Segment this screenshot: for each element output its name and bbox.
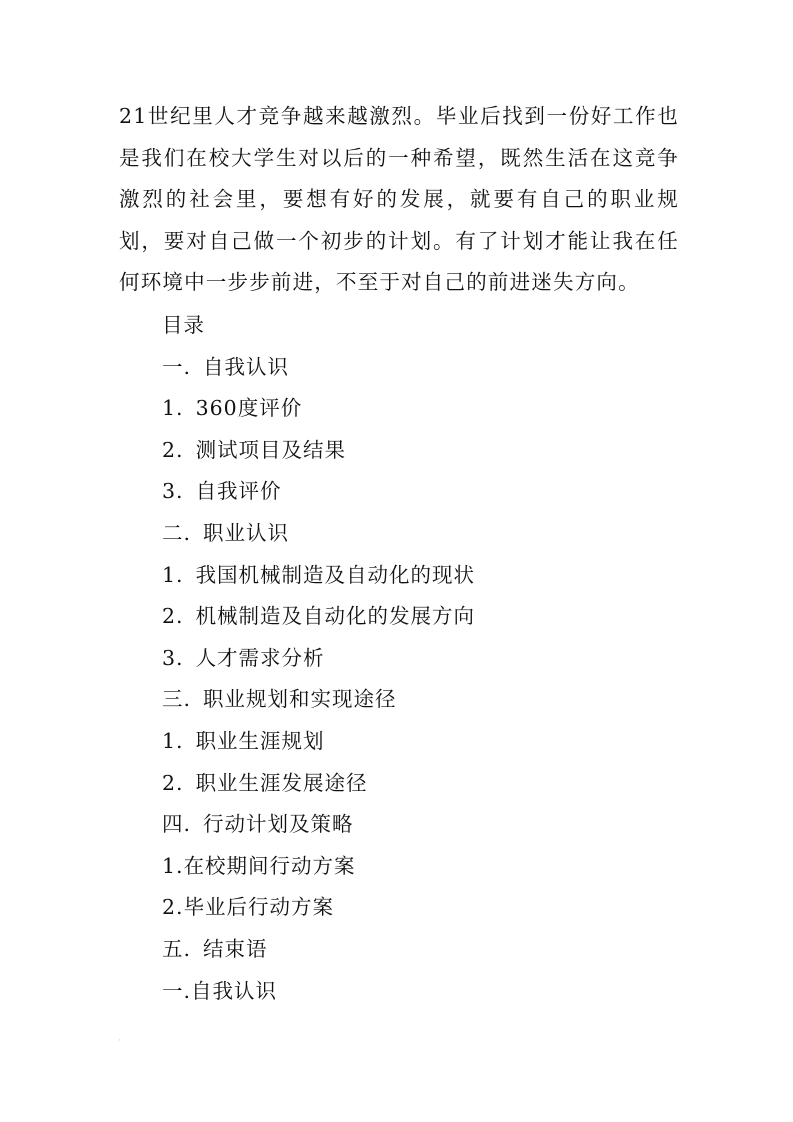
toc-item-text: 自我认识	[191, 978, 278, 1003]
toc-item-text: 自我认识	[203, 354, 290, 379]
section-heading	[162, 971, 475, 1013]
toc-item-number: 一.	[162, 354, 192, 379]
toc-item-number: 四.	[162, 812, 192, 837]
toc-item-text: 在校期间行动方案	[183, 853, 356, 878]
toc-item-number: 三.	[162, 687, 192, 712]
toc-item-number: 3.	[162, 645, 184, 670]
toc-item-text: 360度评价	[195, 396, 303, 421]
intro-paragraph: 21世纪里人才竞争越来越激烈。毕业后找到一份好工作也是我们在校大学生对以后的一种希望，既然生活在这竞争激烈的社会里，要想有好的发展，就要有自己的职业规划，要对自己做一个初步的计划。有了计划才能让我在任何环境中一步步前进，不至于对自己的前进迷失方向。	[119, 104, 679, 295]
toc-item-number: 2.	[162, 437, 184, 462]
toc-item-text: 测试项目及结果	[195, 437, 347, 462]
toc-item	[162, 721, 475, 763]
toc-item-text: 结束语	[203, 936, 268, 961]
toc-item-section-5	[162, 929, 475, 971]
toc-item-section-3	[162, 679, 475, 721]
toc-item-text: 我国机械制造及自动化的现状	[195, 562, 476, 587]
toc-heading: 目录	[162, 313, 205, 337]
toc-item	[162, 471, 475, 513]
toc-item-text: 职业生涯发展途径	[195, 770, 368, 795]
toc-item-text: 人才需求分析	[195, 645, 325, 670]
toc-item-text: 职业生涯规划	[195, 728, 325, 753]
toc-item-number: 2.	[162, 604, 184, 629]
toc-item-number: 3.	[162, 479, 184, 504]
toc-item-text: 职业规划和实现途径	[203, 687, 397, 712]
toc-item	[162, 638, 475, 680]
toc-item-section-1	[162, 347, 475, 389]
toc-item-number: 1.	[162, 853, 184, 878]
toc-item-text: 机械制造及自动化的发展方向	[195, 604, 476, 629]
toc-item-number: 2.	[162, 895, 184, 920]
toc-item	[162, 763, 475, 805]
toc-item	[162, 887, 475, 929]
table-of-contents	[162, 305, 475, 1012]
toc-item-text: 职业认识	[203, 520, 290, 545]
toc-item-text: 行动计划及策略	[203, 812, 354, 837]
toc-item-section-2	[162, 513, 475, 555]
toc-item	[162, 555, 475, 597]
toc-item	[162, 388, 475, 430]
toc-item-number: 二.	[162, 520, 192, 545]
toc-item-number: 1.	[162, 728, 184, 753]
toc-item-number: 五.	[162, 936, 192, 961]
toc-item-number: 一.	[162, 978, 192, 1003]
toc-item-number: 2.	[162, 770, 184, 795]
toc-item-number: 1.	[162, 562, 184, 587]
toc-item-text: 毕业后行动方案	[183, 895, 335, 920]
toc-item-text: 自我评价	[195, 479, 282, 504]
toc-item	[162, 846, 475, 888]
toc-item-section-4	[162, 804, 475, 846]
footer-mark: ·	[118, 1036, 121, 1046]
toc-item-number: 1.	[162, 396, 184, 421]
toc-item	[162, 430, 475, 472]
toc-item	[162, 596, 475, 638]
